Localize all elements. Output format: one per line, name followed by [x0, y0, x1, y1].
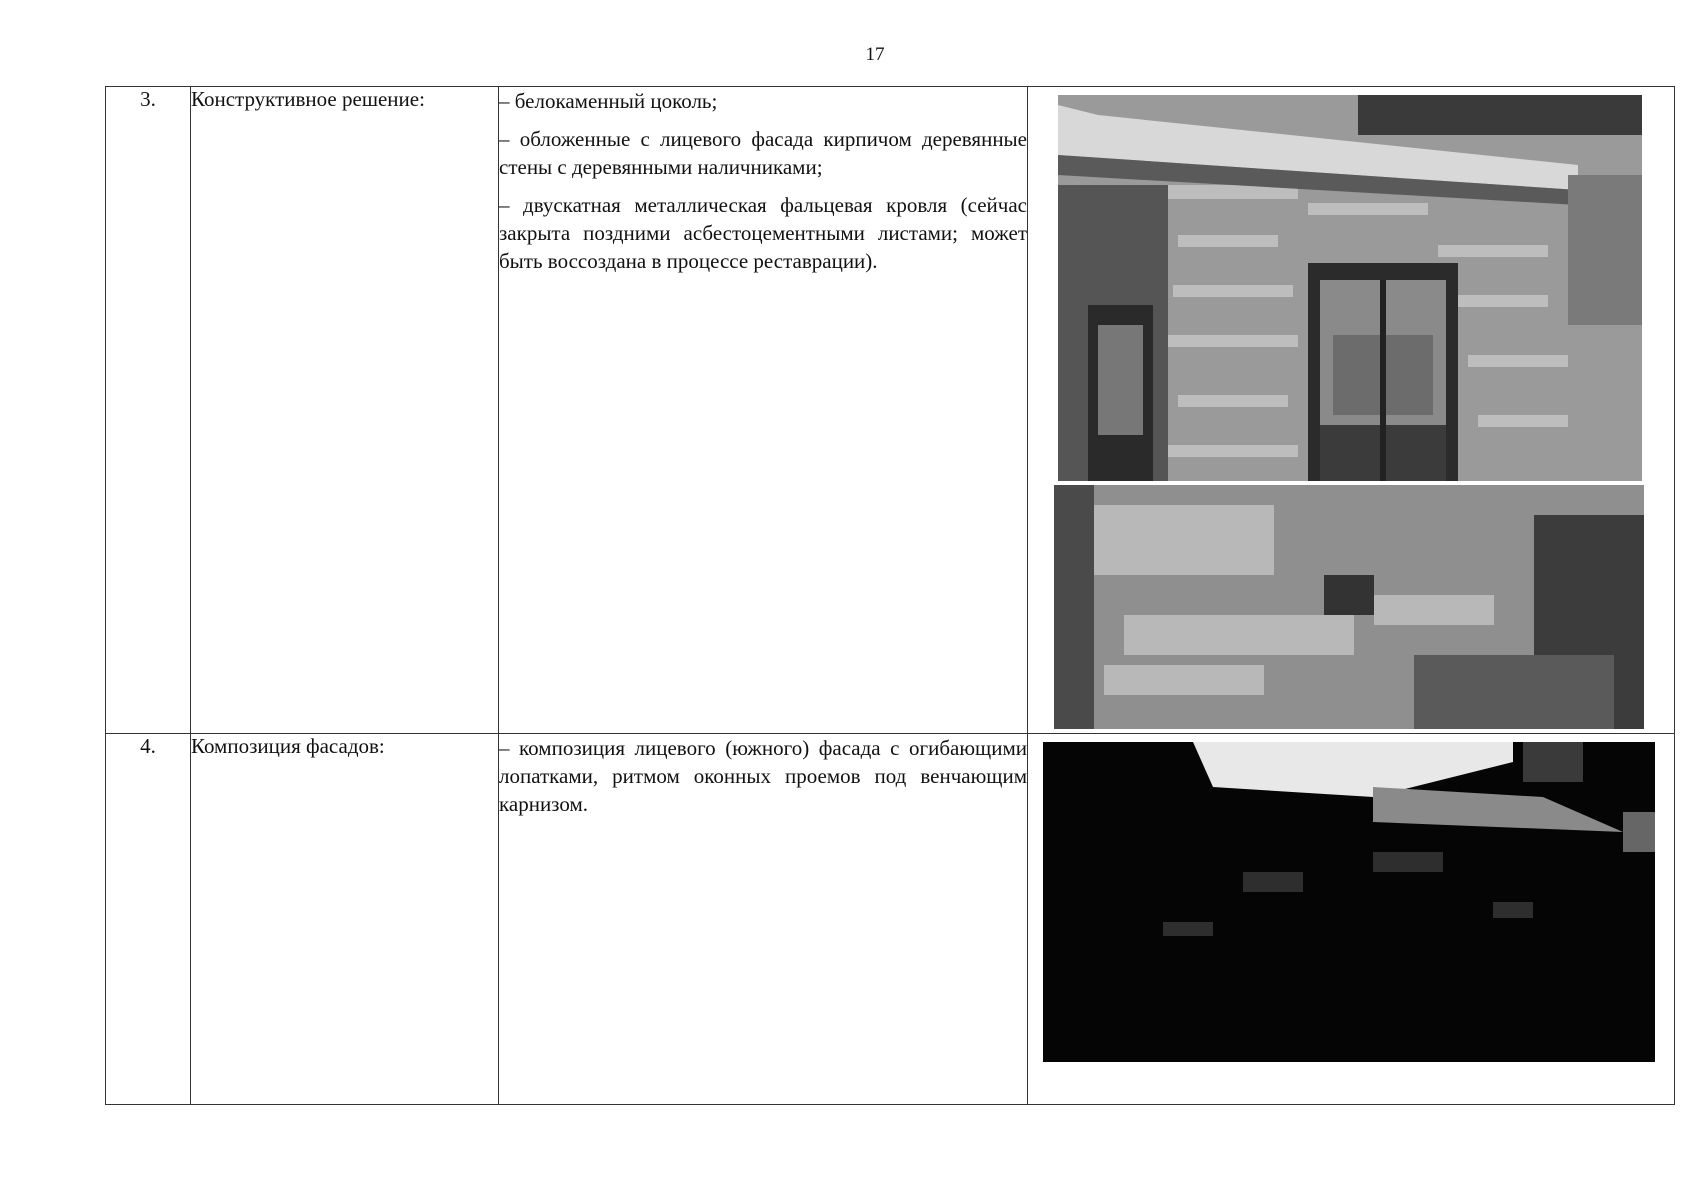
table-row — [106, 734, 1675, 1105]
description-table — [105, 86, 1675, 1105]
foundation-image — [1054, 485, 1644, 729]
list-item: – композиция лицевого (южного) фасада с огибающими лопатками, ритмом оконных проемов под венчающим карнизом. — [499, 736, 1027, 816]
foundation-photo — [1054, 485, 1644, 729]
row-description — [499, 734, 1028, 1105]
table-row — [106, 87, 1675, 734]
row-description — [499, 87, 1028, 734]
facade-window-photo — [1058, 95, 1642, 481]
row-label: Композиция фасадов: — [191, 734, 499, 1105]
facade-window-image — [1058, 95, 1642, 481]
facade-overview-image — [1043, 742, 1655, 1062]
row-number: 4. — [106, 734, 191, 1105]
row-label: Конструктивное решение: — [191, 87, 499, 734]
photo-cell — [1028, 87, 1675, 734]
facade-overview-photo — [1043, 742, 1655, 1062]
row-number: 3. — [106, 87, 191, 734]
page-number: 17 — [865, 44, 885, 65]
list-item: – двускатная металлическая фальцевая кровля (сейчас закрыта поздними асбестоцементными листами; может быть воссоздана в процессе реставрации). — [499, 193, 1027, 273]
list-item: – белокаменный цоколь; — [499, 89, 718, 113]
list-item: – обложенные с лицевого фасада кирпичом деревянные стены с деревянными наличниками; — [499, 127, 1027, 179]
photo-cell — [1028, 734, 1675, 1105]
